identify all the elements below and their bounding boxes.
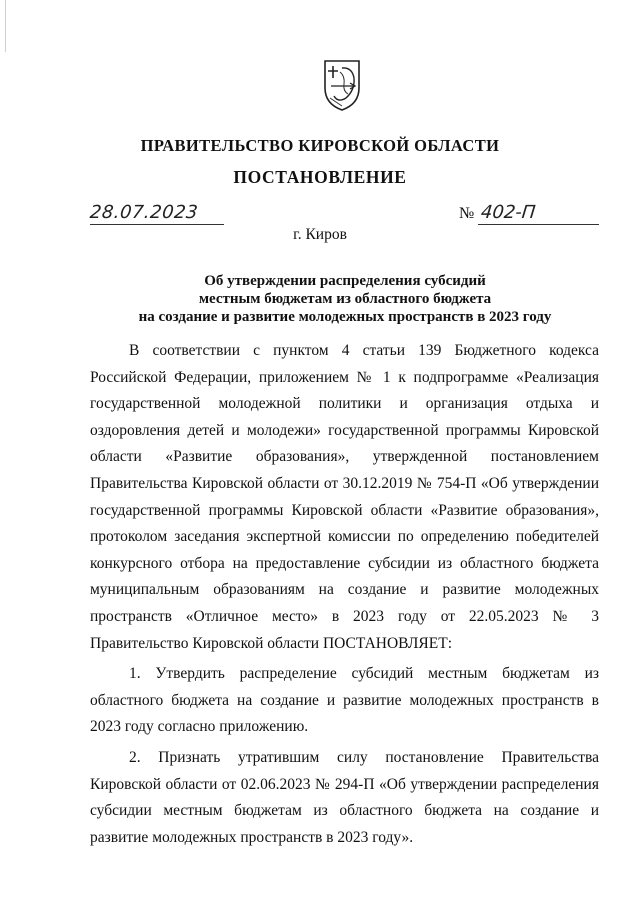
document-body bbox=[90, 338, 599, 851]
subject-line-2: местным бюджетам из областного бюджета bbox=[198, 291, 492, 307]
subject-line-1: Об утверждении распределения субсидий bbox=[204, 273, 486, 289]
document-date-value: 28.07.2023 bbox=[88, 202, 200, 223]
scan-edge-line bbox=[5, 0, 6, 52]
coat-of-arms-icon bbox=[322, 58, 362, 112]
document-subject bbox=[120, 272, 570, 326]
city-label: г. Киров bbox=[293, 226, 347, 243]
document-number-value: 402-П bbox=[479, 202, 537, 223]
resolution-item-2: 2. Признать утратившим силу постановление Правительства Кировской области от 02.06.2023 № 294-П «Об утверждении распределения субсидии местным бюджетам из областного бюджета на создание и развитие молодежных пространств в 2023 году». bbox=[90, 748, 599, 846]
resolution-item-1: 1. Утвердить распределение субсидий местным бюджетам из областного бюджета на создание и развитие молодежных пространств в 2023 году согласно приложению. bbox=[90, 665, 599, 736]
preamble-paragraph: В соответствии с пунктом 4 статьи 139 Бюджетного кодекса Российской Федерации, приложением № 1 к подпрограмме «Реализация государственной молодежной политики и организация отдыха и оздоровления детей и молодежи» государственной программы Кировской области «Развитие образования», утвержденной постановлением Правительства Кировской области от 30.12.2019 № 754-П «Об утверждении государственной программы Кировской области «Развитие образования», протоколом заседания экспертной комиссии по определению победителей конкурсного отбора на предоставление субсидии из областного бюджета муниципальным образованиям на создание и развитие молодежных пространств «Отличное место» в 2023 году от 22.05.2023 № 3 Правительство Кировской области ПОСТАНОВЛЯЕТ: bbox=[90, 342, 599, 652]
subject-line-3: на создание и развитие молодежных пространств в 2023 году bbox=[138, 309, 552, 325]
document-number bbox=[459, 203, 599, 225]
number-field bbox=[478, 203, 599, 225]
government-title: ПРАВИТЕЛЬСТВО КИРОВСКОЙ ОБЛАСТИ bbox=[140, 136, 500, 155]
document-type: ПОСТАНОВЛЕНИЕ bbox=[233, 167, 407, 187]
document-date bbox=[90, 202, 224, 225]
number-sign: № bbox=[459, 205, 475, 222]
